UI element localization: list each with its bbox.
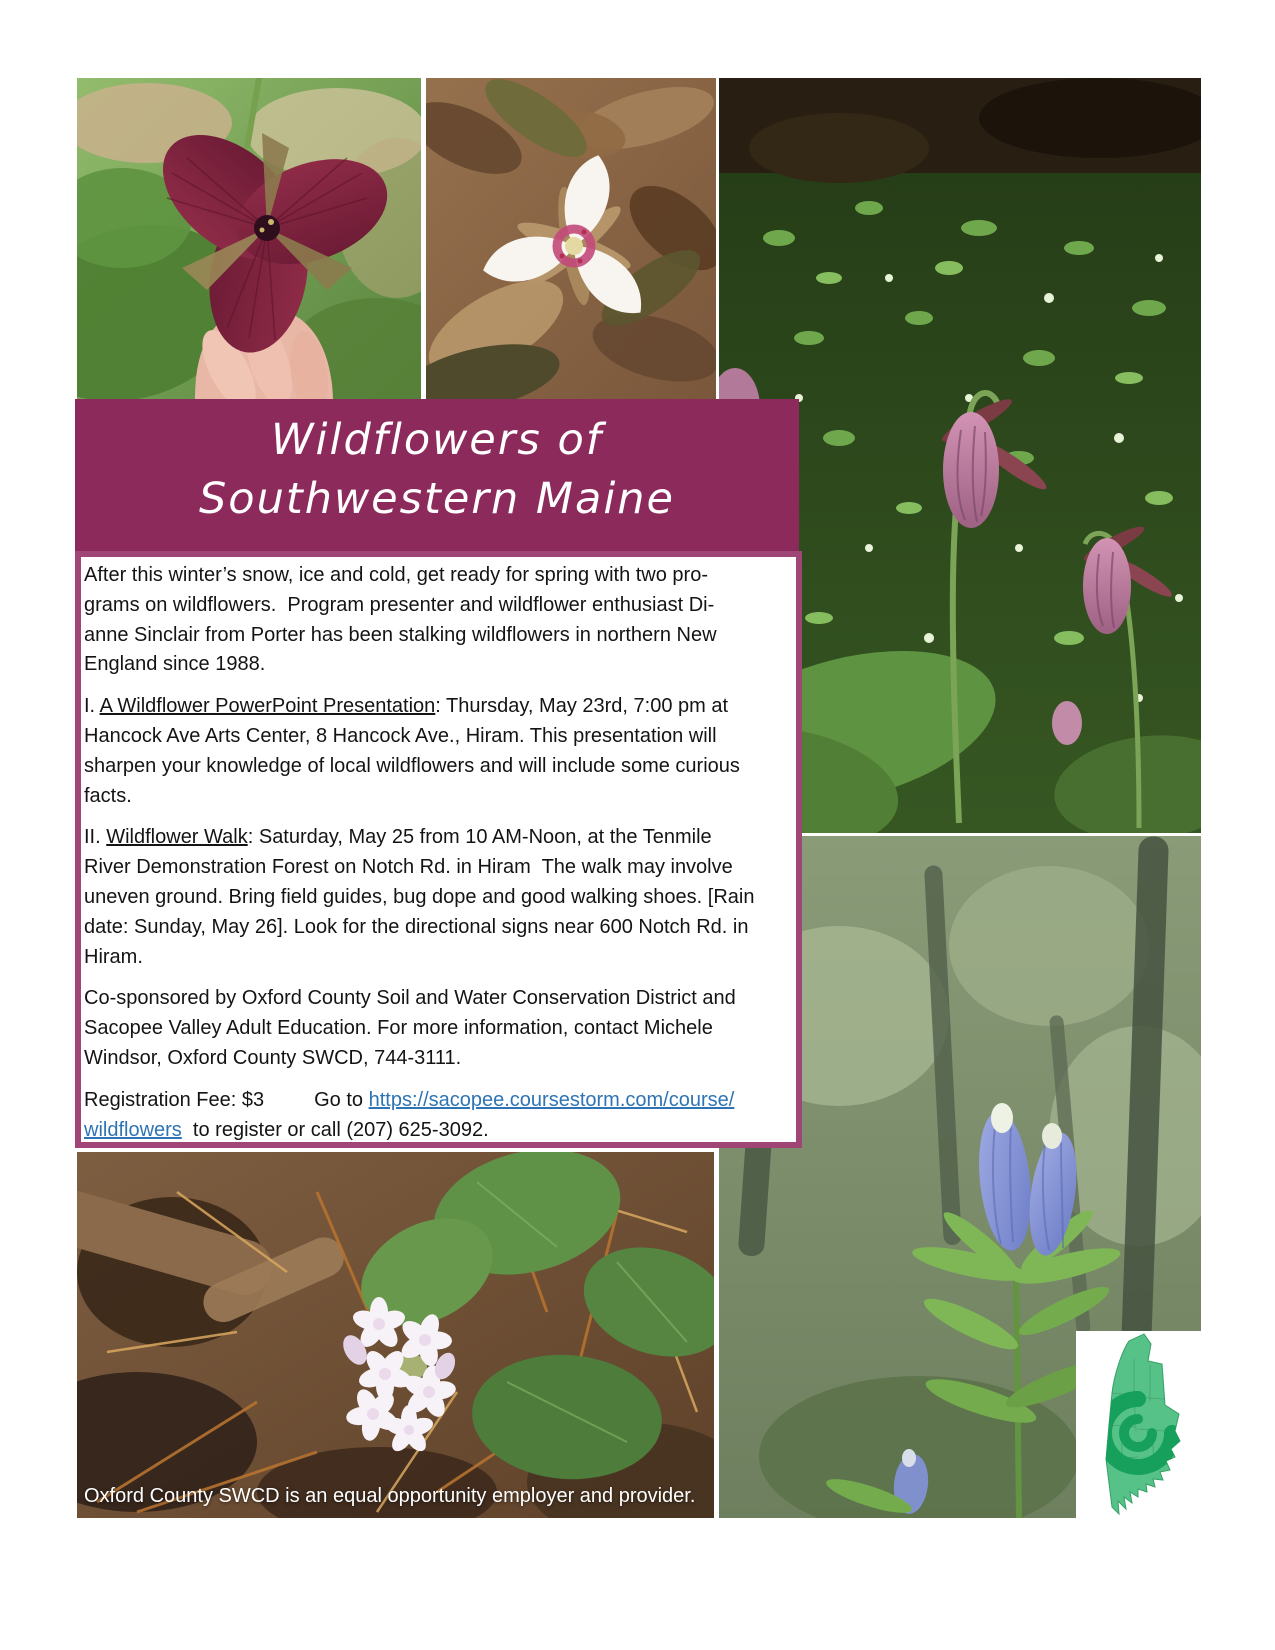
photo-painted-trillium bbox=[426, 78, 716, 399]
body-text: Sacopee Valley Adult Education. For more information, contact Michele bbox=[84, 1017, 713, 1040]
maine-map-icon bbox=[1076, 1331, 1201, 1518]
body-text: I. bbox=[84, 695, 100, 718]
body-text: : Thursday, May 23rd, 7:00 pm at bbox=[435, 695, 729, 718]
registration-hyperlink[interactable]: https://sacopee.coursestorm.com/course/ bbox=[368, 1088, 735, 1111]
infobox-paragraphs bbox=[84, 561, 790, 1145]
page-title-line2: Southwestern Maine bbox=[198, 474, 675, 524]
body-text: anne Sinclair from Porter has been stalking wildflowers in northern New bbox=[84, 623, 717, 646]
maine-district-logo bbox=[1076, 1331, 1201, 1518]
paragraph bbox=[84, 984, 790, 1073]
body-text: grams on wildflowers. Program presenter and wildflower enthusiast Di- bbox=[84, 593, 715, 616]
registration-hyperlink[interactable]: wildflowers bbox=[84, 1118, 182, 1141]
body-text: Hancock Ave Arts Center, 8 Hancock Ave., Hiram. This presentation will bbox=[84, 724, 717, 747]
info-box bbox=[75, 551, 802, 1148]
body-text: Windsor, Oxford County SWCD, 744-3111. bbox=[84, 1046, 462, 1069]
body-text: England since 1988. bbox=[84, 653, 266, 676]
paragraph bbox=[84, 1086, 790, 1146]
body-text: Hiram. bbox=[84, 945, 143, 968]
body-text: Registration Fee: $3 bbox=[84, 1088, 265, 1111]
body-text: sharpen your knowledge of local wildflowers and will include some curious bbox=[84, 754, 740, 777]
paragraph bbox=[84, 823, 790, 972]
body-text: Go to bbox=[314, 1088, 369, 1111]
underlined-text: Wildflower Walk bbox=[106, 826, 248, 849]
body-text: to register or call (207) 625-3092. bbox=[181, 1118, 489, 1141]
body-text: : Saturday, May 25 from 10 AM-Noon, at the Tenmile bbox=[247, 826, 712, 849]
body-text: facts. bbox=[84, 784, 132, 807]
body-text: date: Sunday, May 26]. Look for the directional signs near 600 Notch Rd. in bbox=[84, 915, 749, 938]
body-text: II. bbox=[84, 826, 107, 849]
body-text: River Demonstration Forest on Notch Rd. in Hiram The walk may involve bbox=[84, 856, 733, 879]
photo-caption: Oxford County SWCD is an equal opportunity employer and provider. bbox=[84, 1485, 696, 1507]
body-text: uneven ground. Bring field guides, bug dope and good walking shoes. [Rain bbox=[84, 885, 755, 908]
page-title-line1: Wildflowers of bbox=[271, 415, 603, 465]
body-text: Co-sponsored by Oxford County Soil and Water Conservation District and bbox=[84, 987, 736, 1010]
photo-red-trillium bbox=[77, 78, 421, 399]
underlined-text: A Wildflower PowerPoint Presentation bbox=[99, 695, 436, 718]
photo-trailing-arbutus bbox=[77, 1152, 714, 1518]
body-text: After this winter’s snow, ice and cold, get ready for spring with two pro- bbox=[84, 564, 708, 586]
paragraph bbox=[84, 692, 790, 811]
title-banner bbox=[75, 399, 799, 551]
paragraph bbox=[84, 561, 790, 680]
